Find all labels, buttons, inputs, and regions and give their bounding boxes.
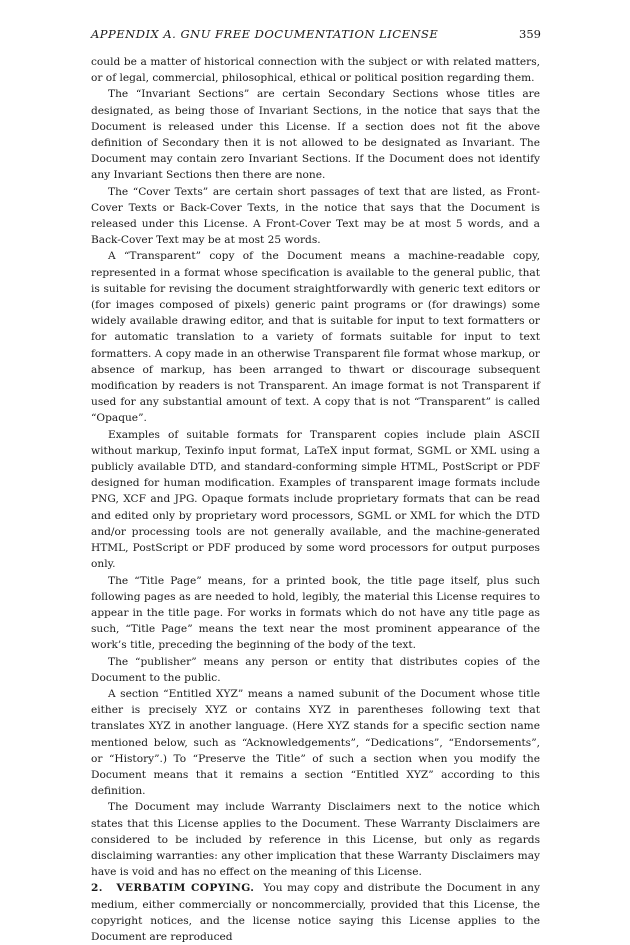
- section-heading: VERBATIM COPYING.: [116, 882, 255, 895]
- section-text: You may copy and distribute the Document in any medium, either commercially or noncommercially, provided that this License, the copyright notices, and the license notice saying this License applies to the Document are reproduced: [91, 882, 540, 943]
- paragraph-continued: could be a matter of historical connection with the subject or with related matters, or of legal, commercial, philosophical, ethical or political position regarding them.: [91, 56, 540, 85]
- running-header: [91, 27, 541, 43]
- section-verbatim-copying: [91, 880, 540, 945]
- paragraph-cover-texts: The “Cover Texts” are certain short passages of text that are listed, as Front-Cover Texts or Back-Cover Texts, in the notice that says that the Document is released under this License. A Front-Cover Text may be at most 5 words, and a Back-Cover Text may be at most 25 words.: [91, 185, 540, 247]
- header-title: APPENDIX A. GNU FREE DOCUMENTATION LICENSE: [91, 27, 439, 41]
- page-number: 359: [519, 27, 541, 41]
- section-number: 2.: [91, 882, 103, 895]
- page-body: [91, 54, 540, 945]
- paragraph-format-examples: Examples of suitable formats for Transparent copies include plain ASCII without markup, Texinfo input format, LaTeX input format, SGML or XML using a publicly available DTD, and standard-conforming simple HTML, PostScript or PDF designed for human modification. Examples of transparent image formats include PNG, XCF and JPG. Opaque formats include proprietary formats that can be read and edited only by proprietary word processors, SGML or XML for which the DTD and/or processing tools are not generally available, and the machine-generated HTML, PostScript or PDF produced by some word processors for output purposes only.: [91, 428, 540, 571]
- paragraph-publisher: The “publisher” means any person or entity that distributes copies of the Document to the public.: [91, 655, 540, 684]
- paragraph-invariant-sections: The “Invariant Sections” are certain Secondary Sections whose titles are designated, as being those of Invariant Sections, in the notice that says that the Document is released under this License. If a section does not fit the above definition of Secondary then it is not allowed to be designated as Invariant. The Document may contain zero Invariant Sections. If the Document does not identify any Invariant Sections then there are none.: [91, 88, 540, 182]
- paragraph-warranty-disclaimers: The Document may include Warranty Disclaimers next to the notice which states that this License applies to the Document. These Warranty Disclaimers are considered to be included by reference in this License, but only as regards disclaiming warranties: any other implication that these Warranty Disclaimers may have is void and has no effect on the meaning of this License.: [91, 801, 540, 879]
- paragraph-title-page: The “Title Page” means, for a printed book, the title page itself, plus such following pages as are needed to hold, legibly, the material this License requires to appear in the title page. For works in formats which do not have any title page as such, “Title Page” means the text near the most prominent appearance of the work’s title, preceding the beginning of the body of the text.: [91, 574, 540, 652]
- paragraph-transparent: A “Transparent” copy of the Document means a machine-readable copy, represented in a format whose specification is available to the general public, that is suitable for revising the document straightforwardly with generic text editors or (for images composed of pixels) generic paint programs or (for drawings) some widely available drawing editor, and that is suitable for input to text formatters or for automatic translation to a variety of formats suitable for input to text formatters. A copy made in an otherwise Transparent file format whose markup, or absence of markup, has been arranged to thwart or discourage subsequent modification by readers is not Transparent. An image format is not Transparent if used for any substantial amount of text. A copy that is not “Transparent” is called “Opaque”.: [91, 250, 540, 425]
- paragraph-entitled-xyz: A section “Entitled XYZ” means a named subunit of the Document whose title either is precisely XYZ or contains XYZ in parentheses following text that translates XYZ in another language. (Here XYZ stands for a specific section name mentioned below, such as “Acknowledgements”, “Dedications”, “Endorsements”, or “History”.) To “Preserve the Title” of such a section when you modify the Document means that it remains a section “Entitled XYZ” according to this definition.: [91, 687, 540, 798]
